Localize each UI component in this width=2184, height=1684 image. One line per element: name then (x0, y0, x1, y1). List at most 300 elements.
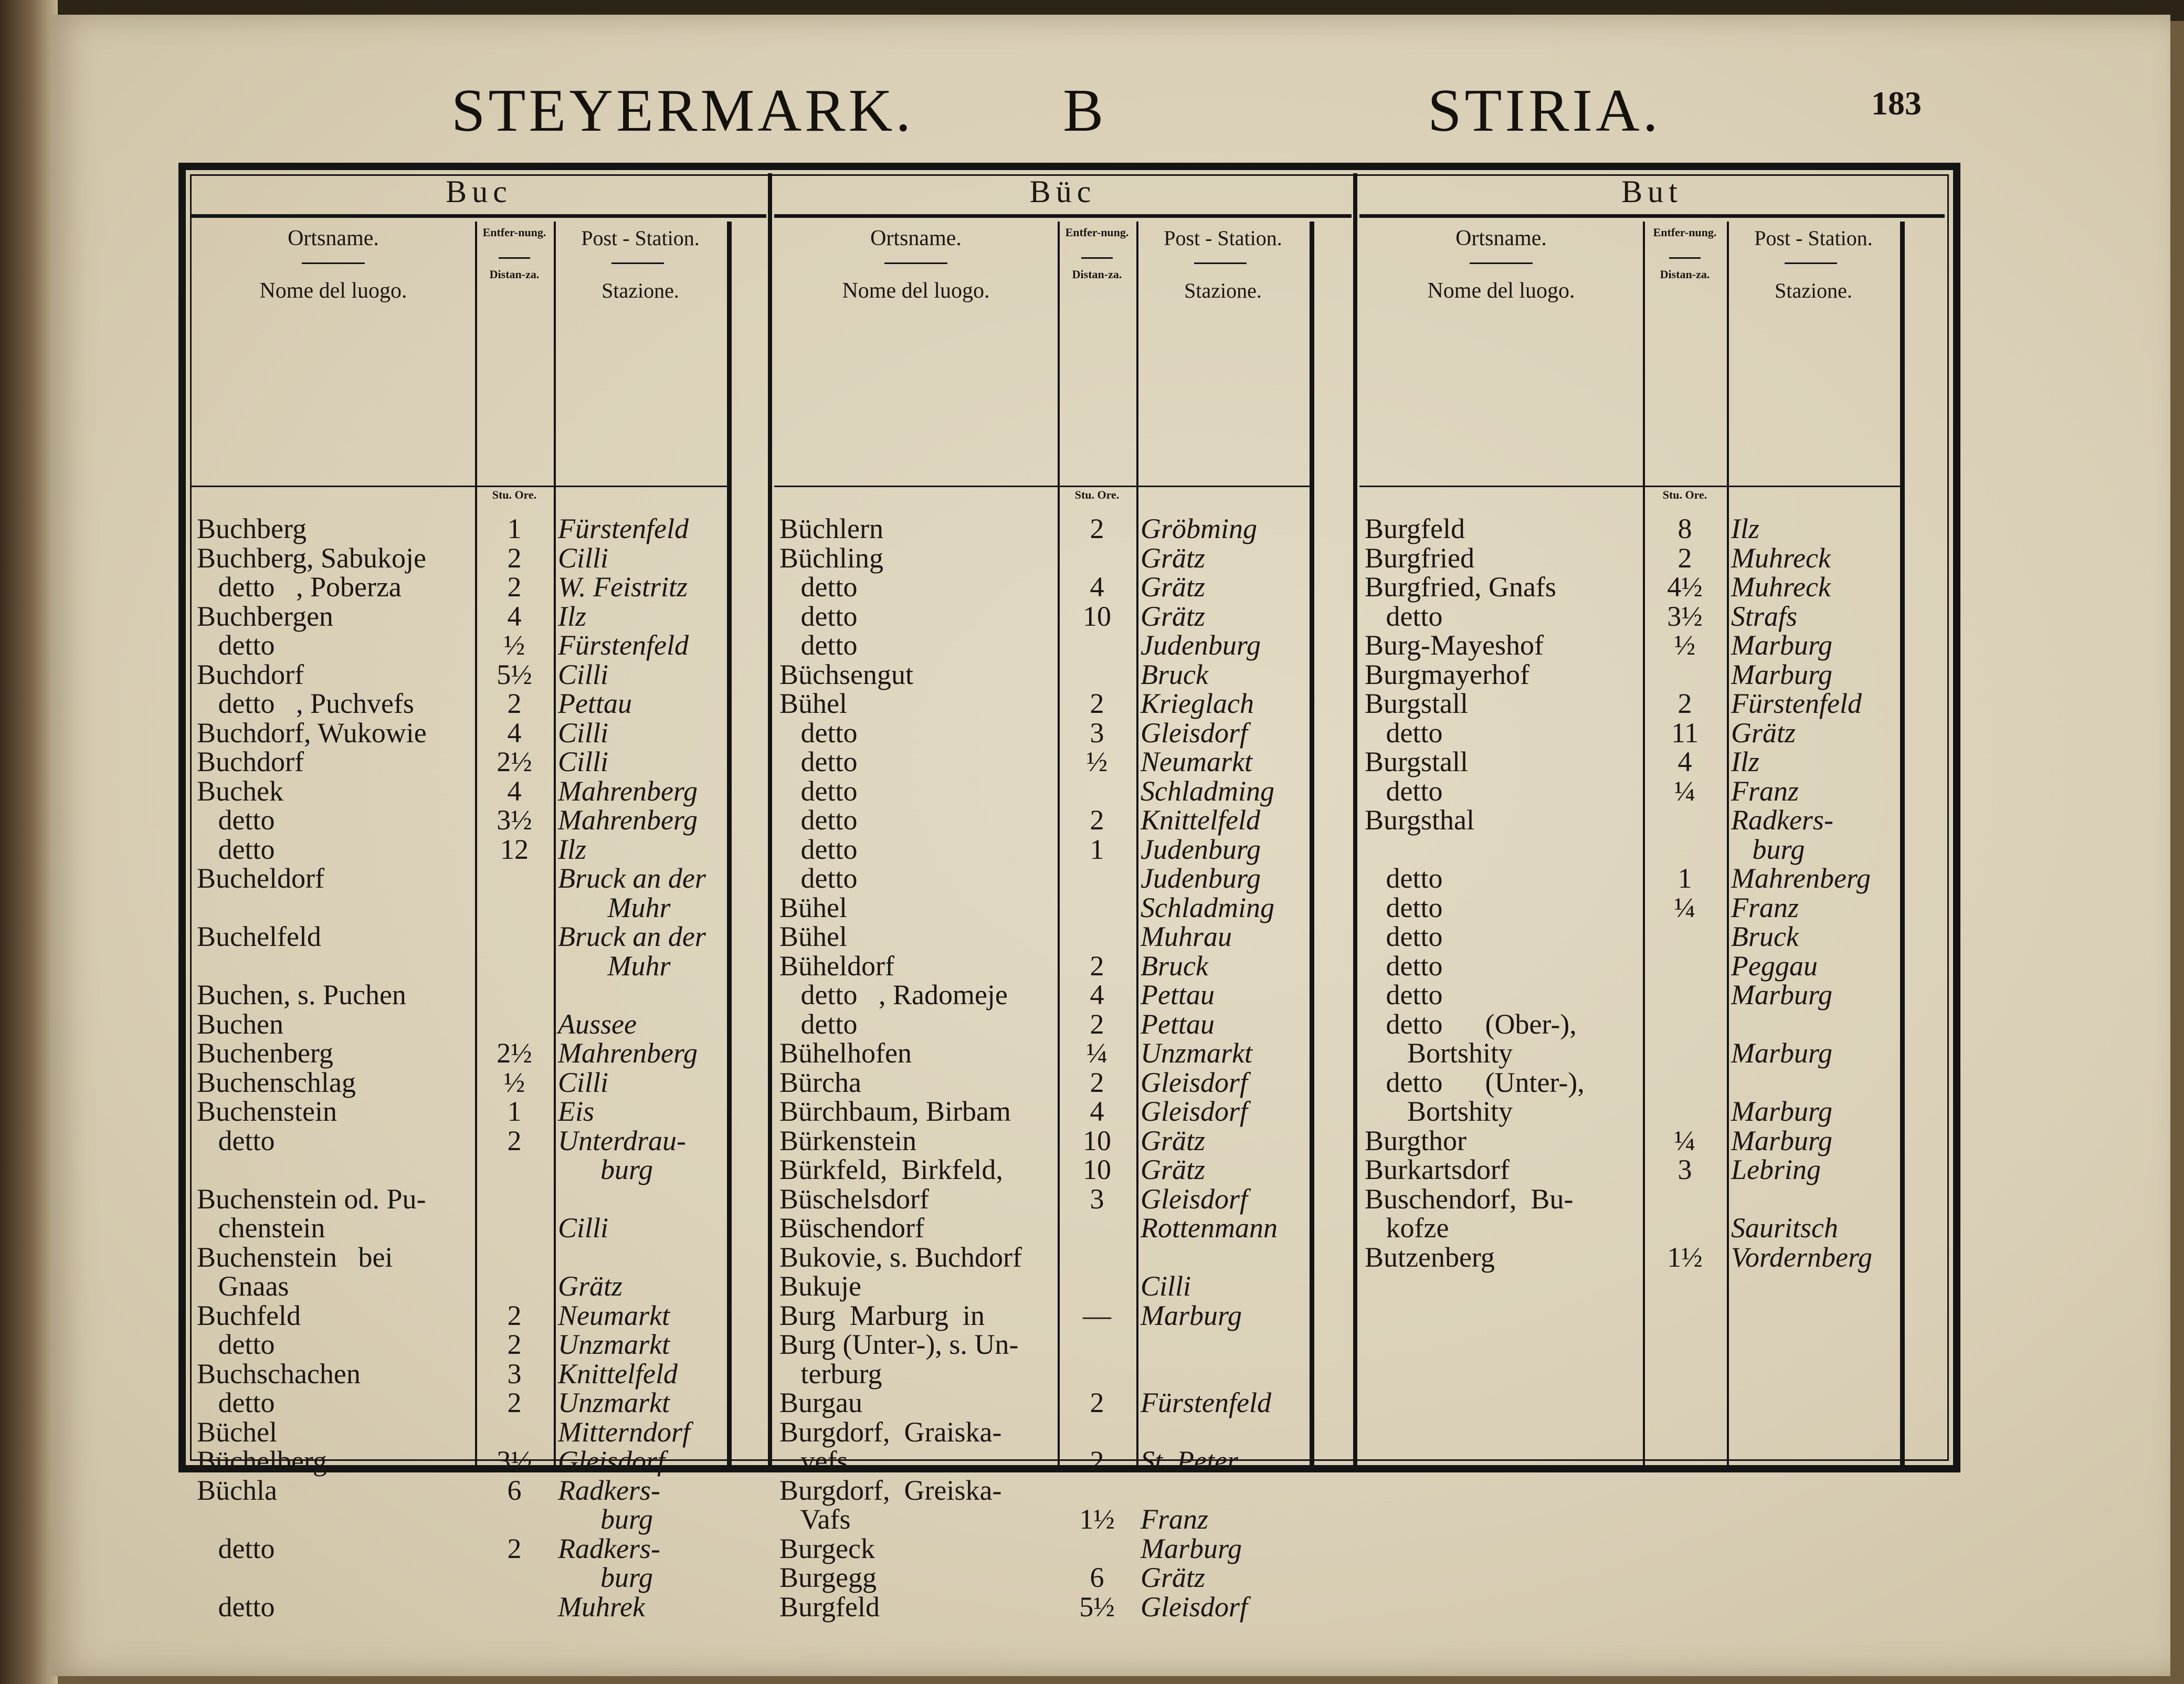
place-name: detto (1365, 600, 1443, 632)
distance-value (1058, 1243, 1136, 1272)
post-station: Fürstenfeld (1731, 688, 1862, 719)
distance-value (475, 1243, 554, 1272)
place-name: Gnaas (197, 1270, 289, 1302)
distance-value (475, 952, 554, 981)
name-column (1365, 514, 1643, 1272)
header-underline (302, 262, 365, 264)
distance-value (1058, 1418, 1136, 1447)
place-name: Buchberg, Sabukoje (197, 542, 426, 574)
post-station: Grätz (1141, 1124, 1206, 1156)
place-name: Burgfried, Gnafs (1365, 571, 1556, 603)
header-station-it: Stazione. (602, 279, 679, 302)
distance-value: ½ (1674, 629, 1696, 661)
distance-value: 4 (507, 600, 522, 632)
distance-value (1058, 1272, 1136, 1301)
place-name: Bühel (779, 688, 847, 719)
post-station: Eis (558, 1096, 595, 1127)
distance-value: 1½ (1079, 1503, 1115, 1535)
distance-value (1643, 981, 1727, 1010)
post-station: Grätz (1141, 542, 1206, 574)
place-name: Buchenstein (197, 1096, 337, 1127)
header-name-it: Nome del luogo. (842, 279, 990, 303)
distance-value: 2 (507, 1124, 522, 1156)
place-name: detto (779, 571, 858, 603)
place-name: Burgegg (779, 1562, 877, 1593)
header-name-de: Ortsname. (1455, 226, 1547, 250)
place-name: Buchdorf (197, 658, 304, 690)
place-name: detto (197, 804, 275, 836)
place-name: Vafs (779, 1503, 851, 1535)
place-name: Burgsthal (1365, 804, 1475, 836)
place-name (1365, 835, 1643, 865)
post-station (1141, 1476, 1309, 1506)
post-station: Knittelfeld (558, 1357, 678, 1390)
post-station: Strafs (1731, 600, 1798, 632)
distance-value (1058, 631, 1136, 660)
post-station: Radkers- (558, 1532, 660, 1564)
post-station: Grätz (1731, 717, 1796, 749)
place-name: detto (779, 1008, 858, 1040)
distance-value: 6 (1090, 1562, 1104, 1593)
place-name: Burgthor (1365, 1124, 1467, 1156)
post-station: Bruck an der (558, 921, 706, 952)
distance-value (1058, 1534, 1136, 1564)
distance-value (1058, 1476, 1136, 1506)
distance-value (475, 893, 554, 923)
header-station-it: Stazione. (1184, 279, 1262, 302)
distance-value: 3½ (497, 804, 532, 836)
post-station: Fürstenfeld (1141, 1387, 1271, 1418)
post-station: Cilli (558, 717, 609, 749)
place-name: detto (1365, 979, 1443, 1011)
section-rule (774, 214, 1352, 218)
post-station: burg (558, 1154, 653, 1185)
header-underline (611, 262, 664, 264)
post-station: Franz (1731, 775, 1799, 807)
post-station: Bruck an der (558, 862, 706, 894)
distance-value: 2 (1090, 950, 1104, 982)
section-1 (192, 173, 766, 1623)
post-station: burg (558, 1562, 653, 1593)
post-station: Cilli (558, 1066, 609, 1098)
section-title: Buc (446, 174, 512, 209)
distance-value: 2 (1090, 1387, 1104, 1418)
post-station: Muhreck (1731, 571, 1831, 603)
distance-value: 2 (1090, 804, 1104, 836)
distance-value: 3½ (497, 1445, 532, 1477)
distance-column (475, 514, 554, 1622)
header-rule (774, 486, 1314, 487)
distance-value: 2 (507, 1329, 522, 1360)
place-name: Buchdorf, Wukowie (197, 717, 427, 749)
page-number: 183 (1871, 85, 1922, 122)
place-name: Buchenstein bei (197, 1241, 393, 1273)
post-station: Cilli (1141, 1270, 1191, 1302)
place-name: Buchfeld (197, 1299, 301, 1331)
place-name: detto (1365, 950, 1443, 982)
post-station: Rottenmann (1141, 1212, 1278, 1244)
header-station-de: Post - Station. (1164, 226, 1282, 250)
header-dist-it: Distan-za. (1072, 268, 1122, 281)
units-label: Stu. Ore. (492, 488, 537, 501)
place-name: Buchberg (197, 513, 307, 544)
column-rule (727, 222, 732, 1470)
distance-value (1058, 922, 1136, 952)
place-name: Burgdorf, Graiska- (779, 1416, 1002, 1448)
distance-value: 2½ (497, 1037, 532, 1069)
post-station: Marburg (1731, 979, 1833, 1011)
distance-value (1643, 835, 1727, 865)
post-station: Cilli (558, 1212, 609, 1244)
place-name: Bühelhofen (779, 1037, 912, 1069)
header-underline (1785, 262, 1837, 264)
post-station (558, 1243, 726, 1272)
post-station: Bruck (1731, 921, 1799, 952)
place-name (197, 1505, 475, 1534)
distance-value (1643, 952, 1727, 981)
post-station: Mahrenberg (558, 1037, 698, 1069)
post-station: Cilli (558, 746, 609, 777)
place-name: Burg (Unter-), s. Un- (779, 1329, 1019, 1360)
place-name: Büchla (197, 1474, 277, 1506)
place-name: Burgau (779, 1387, 862, 1418)
distance-value: 2 (1090, 513, 1104, 544)
distance-value: 3½ (1667, 600, 1703, 632)
place-name: terburg (779, 1357, 882, 1390)
distance-value (1643, 1010, 1727, 1039)
place-name: kofze (1365, 1212, 1449, 1244)
place-name: detto (1365, 862, 1443, 894)
distance-value: 3 (1677, 1154, 1692, 1185)
post-station: St. Peter (1141, 1445, 1238, 1477)
place-name: Buchen, s. Puchen (197, 979, 406, 1011)
header-name-it: Nome del luogo. (1427, 279, 1575, 303)
post-station: Bruck (1141, 658, 1208, 690)
place-name (197, 893, 475, 923)
place-name: Bortshity (1365, 1037, 1513, 1069)
place-name: Bucheldorf (197, 862, 324, 894)
post-station: Bruck (1141, 950, 1208, 982)
post-station: Fürstenfeld (558, 513, 689, 544)
distance-value: ¼ (1674, 775, 1696, 807)
distance-value: ¼ (1674, 891, 1696, 923)
post-station: Franz (1141, 1503, 1209, 1535)
place-name: Burgfried (1365, 542, 1474, 574)
place-name: detto (779, 600, 858, 632)
station-column (1141, 514, 1309, 1622)
header-name-de: Ortsname. (870, 226, 962, 250)
post-station: Radkers- (1731, 804, 1833, 836)
distance-value: 1½ (1667, 1241, 1703, 1273)
post-station: Unzmarkt (558, 1387, 670, 1418)
post-station: Unzmarkt (558, 1329, 670, 1360)
distance-value: ½ (1086, 746, 1108, 777)
post-station: burg (558, 1503, 653, 1535)
distance-value (475, 864, 554, 893)
post-station: Pettau (558, 688, 632, 719)
post-station: Marburg (1731, 658, 1833, 690)
post-station (1141, 1418, 1309, 1447)
post-station: Unterdrau- (558, 1124, 686, 1156)
post-station: Muhrek (558, 1591, 645, 1623)
place-name: detto (779, 862, 858, 894)
station-column (558, 514, 726, 1622)
post-station: Muhreck (1731, 542, 1831, 574)
place-name: detto (197, 1591, 275, 1623)
distance-value (1643, 660, 1727, 690)
distance-value: 2 (1090, 1445, 1104, 1477)
header-rule (1359, 486, 1905, 487)
section-title: Büc (1029, 174, 1096, 209)
distance-value: 4 (507, 717, 522, 749)
header-underline (1470, 262, 1533, 264)
post-station (1141, 1360, 1309, 1389)
place-name: chenstein (197, 1212, 325, 1244)
post-station: Gleisdorf (1141, 717, 1248, 749)
name-column (197, 514, 475, 1622)
header-rule (192, 486, 732, 487)
header-station-de: Post - Station. (581, 226, 700, 250)
post-station: Mahrenberg (558, 804, 698, 836)
distance-column (1643, 514, 1727, 1272)
post-station (558, 981, 726, 1010)
place-name: detto (197, 629, 275, 661)
post-station: Mahrenberg (1731, 862, 1871, 894)
header-letter: B (1063, 77, 1107, 144)
header-underline (1669, 257, 1701, 259)
post-station: Ilz (558, 600, 586, 632)
distance-value: 12 (500, 833, 529, 865)
distance-value (475, 981, 554, 1010)
place-name: Burgstall (1365, 688, 1469, 719)
distance-value: ½ (503, 1066, 525, 1098)
distance-value (1058, 1360, 1136, 1389)
place-name: Buchbergen (197, 600, 333, 632)
distance-value (1058, 660, 1136, 690)
place-name: detto (779, 804, 858, 836)
column-rule (1900, 222, 1905, 1470)
place-name: Burg Marburg in (779, 1299, 985, 1331)
place-name: detto , Radomeje (779, 979, 1008, 1011)
distance-value: 1 (507, 1096, 522, 1127)
distance-value (475, 1593, 554, 1622)
place-name: Bukovie, s. Buchdorf (779, 1241, 1022, 1273)
place-name: Büchsengut (779, 658, 913, 690)
section-divider (1353, 173, 1357, 1470)
post-station (1141, 1330, 1309, 1360)
distance-value: 2 (1677, 688, 1692, 719)
section-divider (768, 173, 772, 1470)
post-station: Unzmarkt (1141, 1037, 1252, 1069)
distance-value: 2 (507, 571, 522, 603)
distance-value (1643, 1039, 1727, 1068)
section-2 (774, 173, 1352, 1623)
place-name: Butzenberg (1365, 1241, 1495, 1273)
post-station: Schladming (1141, 775, 1274, 807)
distance-value: 2 (507, 1299, 522, 1331)
distance-value (475, 922, 554, 952)
units-label: Stu. Ore. (1662, 488, 1707, 501)
place-name: Büschendorf (779, 1212, 924, 1244)
post-station: Cilli (558, 542, 609, 574)
place-name: Büchel (197, 1416, 277, 1448)
header-name-it: Nome del luogo. (259, 279, 407, 303)
place-name: Burgstall (1365, 746, 1469, 777)
place-name: Buschendorf, Bu- (1365, 1183, 1574, 1215)
place-name: Büchelberg (197, 1445, 327, 1477)
place-name: detto , Poberza (197, 571, 402, 603)
distance-value: 2 (1090, 1066, 1104, 1098)
place-name: detto (197, 1532, 275, 1564)
place-name: detto (Unter-), (1365, 1066, 1585, 1098)
units-label: Stu. Ore. (1074, 488, 1120, 501)
place-name: Büschelsdorf (779, 1183, 929, 1215)
distance-value: 4 (1090, 1096, 1104, 1127)
station-column (1731, 514, 1899, 1272)
place-name: Büchling (779, 542, 883, 574)
place-name (197, 1155, 475, 1185)
place-name: detto (1365, 891, 1443, 923)
place-name: detto , Puchvefs (197, 688, 414, 719)
distance-value (1058, 777, 1136, 806)
distance-value: 1 (507, 513, 522, 544)
distance-value: 5½ (1079, 1591, 1115, 1623)
post-station: Franz (1731, 891, 1799, 923)
section-rule (192, 214, 766, 218)
place-name: detto (1365, 775, 1443, 807)
distance-value (475, 1272, 554, 1301)
column-rule (1727, 222, 1729, 1470)
place-name: Buchschachen (197, 1357, 361, 1390)
name-column (779, 514, 1058, 1622)
place-name: detto (779, 833, 858, 865)
header-left-title: STEYERMARK. (451, 77, 914, 144)
post-station: Neumarkt (1141, 746, 1252, 777)
post-station: Gleisdorf (1141, 1591, 1248, 1623)
post-station: Cilli (558, 658, 609, 690)
place-name: Burgfeld (779, 1591, 880, 1623)
distance-value (1643, 1097, 1727, 1127)
distance-value: 3 (1090, 1183, 1104, 1215)
place-name: Bürkfeld, Birkfeld, (779, 1154, 1003, 1185)
header-underline (499, 257, 530, 259)
distance-value: 2½ (497, 746, 532, 777)
book-spine (0, 0, 58, 1684)
distance-value: 4 (1090, 979, 1104, 1011)
post-station: Fürstenfeld (558, 629, 689, 661)
distance-value: 3 (1090, 717, 1104, 749)
post-station: Pettau (1141, 979, 1215, 1011)
post-station: Grätz (1141, 1154, 1206, 1185)
post-station: Mitterndorf (558, 1416, 690, 1448)
place-name: Büheldorf (779, 950, 894, 982)
place-name: detto (779, 775, 858, 807)
post-station: Lebring (1731, 1154, 1821, 1185)
post-station: Knittelfeld (1141, 804, 1260, 836)
post-station: Grätz (1141, 600, 1206, 632)
distance-column (1058, 514, 1136, 1622)
post-station: Ilz (1731, 746, 1759, 777)
place-name: Bürcha (779, 1066, 861, 1098)
post-station (1731, 1185, 1899, 1214)
post-station: Muhr (558, 950, 671, 982)
place-name: Buchenschlag (197, 1066, 356, 1098)
place-name: Bukuje (779, 1270, 861, 1302)
distance-value: ½ (503, 629, 525, 661)
post-station: Marburg (1731, 1037, 1833, 1069)
post-station: burg (1731, 833, 1805, 865)
distance-value (1643, 1185, 1727, 1214)
place-name: Burgmayerhof (1365, 658, 1529, 690)
distance-value: 8 (1677, 513, 1692, 544)
distance-value: 4 (507, 775, 522, 807)
distance-value: 11 (1671, 717, 1698, 749)
header-name-de: Ortsname. (288, 226, 379, 250)
place-name: Burgeck (779, 1532, 875, 1564)
distance-value: 10 (1083, 1124, 1111, 1156)
post-station: Marburg (1141, 1299, 1242, 1331)
place-name: Buchek (197, 775, 283, 807)
post-station: Marburg (1731, 1096, 1833, 1127)
place-name: detto (779, 717, 858, 749)
place-name: Burgdorf, Greiska- (779, 1474, 1002, 1506)
distance-value (1058, 1330, 1136, 1360)
post-station: Aussee (558, 1008, 637, 1040)
column-rule (1136, 222, 1138, 1470)
post-station: Gleisdorf (1141, 1183, 1248, 1215)
distance-value: — (1083, 1299, 1111, 1331)
place-name: detto (Ober-), (1365, 1008, 1577, 1040)
distance-value (475, 1010, 554, 1039)
distance-value (1058, 893, 1136, 923)
place-name: detto (779, 746, 858, 777)
distance-value: 10 (1083, 600, 1111, 632)
post-station (1141, 1243, 1309, 1272)
distance-value (475, 1155, 554, 1185)
post-station: Neumarkt (558, 1299, 670, 1331)
place-name: Buchenstein od. Pu- (197, 1183, 426, 1215)
place-name: detto (197, 833, 275, 865)
header-right-title: STIRIA. (1428, 77, 1661, 144)
post-station: Vordernberg (1731, 1241, 1872, 1273)
header-underline (1081, 257, 1113, 259)
header-underline (884, 262, 947, 264)
place-name (197, 1563, 475, 1593)
post-station: Judenburg (1141, 833, 1261, 865)
header-station-de: Post - Station. (1754, 226, 1873, 250)
distance-value (1058, 544, 1136, 573)
header-dist-de: Entfer-nung. (482, 226, 546, 239)
place-name: Burgfeld (1365, 513, 1465, 544)
post-station: Gröbming (1141, 513, 1258, 544)
column-rule (1310, 222, 1314, 1470)
post-station: Ilz (1731, 513, 1759, 544)
post-station: Peggau (1731, 950, 1818, 982)
distance-value: 3 (507, 1357, 522, 1390)
distance-value: 10 (1083, 1154, 1111, 1185)
post-station: Radkers- (558, 1474, 660, 1506)
post-station: Marburg (1731, 629, 1833, 661)
post-station: Muhrau (1141, 921, 1232, 952)
distance-value: 4 (1677, 746, 1692, 777)
post-station: Marburg (1731, 1124, 1833, 1156)
header-dist-de: Entfer-nung. (1653, 226, 1717, 239)
distance-value (475, 1418, 554, 1447)
post-station: Ilz (558, 833, 586, 865)
header-station-it: Stazione. (1775, 279, 1852, 302)
distance-value: 2 (1090, 1008, 1104, 1040)
post-station: Gleisdorf (558, 1445, 666, 1477)
